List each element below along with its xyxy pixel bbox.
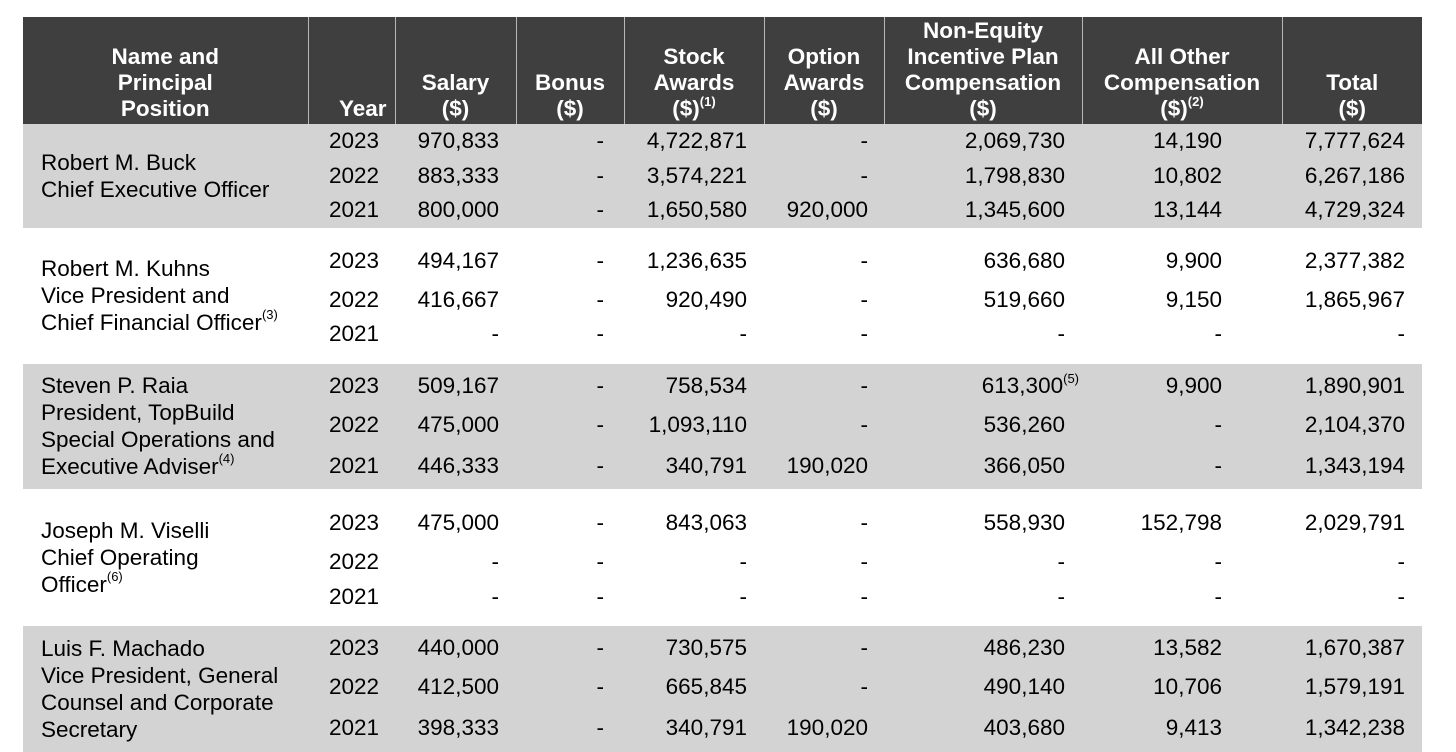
all-other-compensation-cell: 13,582: [1082, 626, 1282, 670]
compensation-table-container: [23, 17, 1422, 752]
all-other-compensation-cell: 10,802: [1082, 159, 1282, 194]
executive-name: Robert M. Kuhns: [41, 256, 210, 281]
all-other-compensation-cell: -: [1082, 408, 1282, 443]
bonus-cell: -: [516, 705, 624, 752]
bonus-cell: -: [596, 321, 604, 347]
non-equity-incentive-cell: 558,930: [983, 510, 1065, 535]
total-cell: -: [1397, 583, 1405, 609]
total-cell: 2,104,370: [1282, 408, 1422, 443]
total-cell: -: [1397, 321, 1405, 347]
bonus-cell: -: [516, 159, 624, 194]
stock-awards-cell: 758,534: [624, 364, 764, 408]
executive-name: Robert M. Buck: [41, 149, 197, 175]
total-cell: 7,777,624: [1282, 124, 1422, 159]
salary-cell: 398,333: [395, 705, 516, 752]
footnote-marker: (3): [261, 307, 278, 322]
non-equity-incentive-cell: 2,069,730: [884, 124, 1082, 159]
total-cell: 4,729,324: [1282, 193, 1422, 228]
stock-awards-cell: 1,093,110: [624, 408, 764, 443]
option-awards-cell: -: [764, 124, 884, 159]
year-cell: 2023: [308, 364, 395, 408]
total-cell: 1,865,967: [1304, 286, 1405, 312]
executive-name: Steven P. Raia: [41, 373, 189, 399]
group-separator: [23, 228, 1422, 240]
stock-awards-cell: -: [739, 321, 747, 347]
header-row: [23, 17, 1422, 124]
executive-name: Luis F. Machado: [41, 635, 205, 661]
all-other-compensation-cell: 14,190: [1082, 124, 1282, 159]
table-row: [23, 626, 1422, 670]
all-other-compensation-cell: 9,900: [1082, 364, 1282, 408]
table-row: [23, 364, 1422, 408]
non-equity-incentive-cell: 1,798,830: [884, 159, 1082, 194]
stock-awards-cell: 920,490: [665, 286, 747, 312]
footnote-marker: (4): [218, 451, 235, 467]
stock-awards-cell: 340,791: [624, 442, 764, 489]
stock-awards-cell: -: [739, 549, 747, 575]
executive-title-line: Officer: [41, 572, 107, 597]
stock-awards-cell: 1,236,635: [646, 248, 747, 273]
option-awards-cell: -: [860, 549, 868, 575]
bonus-cell: -: [516, 124, 624, 159]
year-cell: 2023: [328, 248, 379, 273]
bonus-cell: -: [596, 286, 604, 312]
footnote-marker: (2): [1187, 94, 1204, 109]
total-cell: 1,670,387: [1282, 626, 1422, 670]
summary-compensation-table: [23, 17, 1422, 752]
all-other-compensation-cell: 9,900: [1165, 248, 1222, 273]
salary-cell: -: [491, 321, 499, 347]
year-cell: 2021: [308, 442, 395, 489]
salary-cell: 440,000: [395, 626, 516, 670]
salary-cell: 800,000: [395, 193, 516, 228]
total-cell: 1,343,194: [1282, 442, 1422, 489]
year-cell: 2023: [308, 124, 395, 159]
stock-awards-cell: 665,845: [624, 670, 764, 705]
table-header: [23, 17, 1422, 124]
option-awards-cell: -: [860, 510, 868, 535]
salary-cell: 970,833: [395, 124, 516, 159]
total-cell: 1,342,238: [1282, 705, 1422, 752]
stock-awards-cell: 3,574,221: [624, 159, 764, 194]
bonus-cell: -: [516, 626, 624, 670]
footnote-marker: (5): [1063, 370, 1079, 386]
total-cell: -: [1397, 549, 1405, 575]
non-equity-incentive-cell: 613,300$^{(5)}$: [884, 364, 1082, 408]
header-total: Total ($): [1282, 17, 1422, 124]
group-separator: [23, 352, 1422, 364]
year-cell: 2022: [308, 159, 395, 194]
header-name-position: Name and Principal Position: [23, 17, 308, 124]
executive-name-position: [23, 124, 308, 228]
all-other-compensation-cell: 9,150: [1165, 286, 1222, 312]
executive-name-position: [23, 626, 308, 752]
bonus-cell: -: [596, 510, 604, 535]
total-cell: 6,267,186: [1282, 159, 1422, 194]
table-row: [23, 124, 1422, 159]
non-equity-incentive-cell: 490,140: [884, 670, 1082, 705]
bonus-cell: -: [516, 364, 624, 408]
header-year: Year: [308, 17, 395, 124]
year-cell: 2022: [308, 408, 395, 443]
option-awards-cell: -: [764, 626, 884, 670]
executive-title-line: Chief Financial Officer: [41, 310, 262, 335]
bonus-cell: -: [516, 193, 624, 228]
table-row: [23, 501, 1422, 545]
all-other-compensation-cell: -: [1214, 549, 1222, 575]
option-awards-cell: -: [860, 286, 868, 312]
option-awards-cell: 190,020: [764, 442, 884, 489]
salary-cell: 883,333: [395, 159, 516, 194]
stock-awards-cell: -: [739, 583, 747, 609]
executive-title-line: Counsel and Corporate: [41, 689, 274, 715]
group-separator: [23, 614, 1422, 626]
year-cell: 2021: [328, 321, 379, 347]
header-bonus: Bonus ($): [516, 17, 624, 124]
all-other-compensation-cell: 10,706: [1082, 670, 1282, 705]
option-awards-cell: -: [764, 408, 884, 443]
bonus-cell: -: [516, 670, 624, 705]
stock-awards-cell: 340,791: [624, 705, 764, 752]
non-equity-incentive-cell: 366,050: [884, 442, 1082, 489]
executive-name: Joseph M. Viselli: [41, 518, 210, 543]
year-cell: 2021: [308, 193, 395, 228]
executive-name-position: [23, 364, 308, 490]
bonus-cell: -: [596, 248, 604, 273]
total-cell: 1,890,901: [1282, 364, 1422, 408]
salary-cell: -: [491, 583, 499, 609]
stock-awards-cell: 843,063: [665, 510, 747, 535]
executive-title-line: Chief Operating: [41, 545, 199, 570]
non-equity-incentive-cell: 403,680: [884, 705, 1082, 752]
non-equity-incentive-cell: 636,680: [983, 248, 1065, 273]
executive-title-line: Vice President, General: [41, 662, 279, 688]
option-awards-cell: -: [764, 159, 884, 194]
non-equity-incentive-cell: 519,660: [983, 286, 1065, 312]
non-equity-incentive-cell: 486,230: [884, 626, 1082, 670]
header-all-other-compensation: All Other Compensation ($)$^{(2)}$: [1082, 17, 1282, 124]
non-equity-incentive-cell: 536,260: [884, 408, 1082, 443]
non-equity-incentive-cell: -: [1057, 583, 1065, 609]
executive-title-line: Executive Adviser: [41, 454, 219, 480]
stock-awards-cell: 730,575: [624, 626, 764, 670]
all-other-compensation-cell: 9,413: [1082, 705, 1282, 752]
year-cell: 2022: [308, 670, 395, 705]
year-cell: 2022: [328, 286, 379, 312]
executive-name-position: [23, 501, 308, 614]
executive-name-position: [23, 240, 308, 352]
total-cell: 2,377,382: [1304, 248, 1405, 273]
year-cell: 2023: [308, 626, 395, 670]
salary-cell: 494,167: [417, 248, 499, 273]
option-awards-cell: -: [860, 321, 868, 347]
header-stock-awards: Stock Awards ($)$^{(1)}$: [624, 17, 764, 124]
group-separator: [23, 489, 1422, 501]
footnote-marker: (1): [699, 94, 716, 109]
table-body: [23, 124, 1422, 752]
salary-cell: -: [491, 549, 499, 575]
salary-cell: 475,000: [417, 510, 499, 535]
salary-cell: 509,167: [395, 364, 516, 408]
executive-title-line: President, TopBuild: [41, 400, 235, 426]
header-non-equity-incentive: Non-Equity Incentive Plan Compensation ($): [884, 17, 1082, 124]
header-salary: Salary ($): [395, 17, 516, 124]
option-awards-cell: -: [764, 364, 884, 408]
header-option-awards: Option Awards ($): [764, 17, 884, 124]
year-cell: 2021: [308, 705, 395, 752]
executive-title-line: Special Operations and: [41, 427, 275, 453]
executive-title-line: Chief Executive Officer: [41, 176, 270, 202]
year-cell: 2022: [328, 549, 379, 575]
table-row: [23, 240, 1422, 283]
option-awards-cell: 920,000: [764, 193, 884, 228]
option-awards-cell: -: [860, 583, 868, 609]
salary-cell: 446,333: [395, 442, 516, 489]
salary-cell: 416,667: [417, 286, 499, 312]
all-other-compensation-cell: 152,798: [1140, 510, 1222, 535]
all-other-compensation-cell: -: [1214, 583, 1222, 609]
total-cell: 1,579,191: [1282, 670, 1422, 705]
bonus-cell: -: [516, 442, 624, 489]
option-awards-cell: 190,020: [764, 705, 884, 752]
year-cell: 2023: [328, 510, 379, 535]
year-cell: 2021: [328, 583, 379, 609]
total-cell: 2,029,791: [1304, 510, 1405, 535]
stock-awards-cell: 4,722,871: [624, 124, 764, 159]
salary-cell: 412,500: [395, 670, 516, 705]
non-equity-incentive-cell: 1,345,600: [884, 193, 1082, 228]
all-other-compensation-cell: -: [1082, 442, 1282, 489]
all-other-compensation-cell: 13,144: [1082, 193, 1282, 228]
option-awards-cell: -: [764, 670, 884, 705]
executive-title-line: Vice President and: [41, 283, 230, 308]
non-equity-incentive-cell: -: [1057, 321, 1065, 347]
non-equity-incentive-cell: -: [1057, 549, 1065, 575]
bonus-cell: -: [516, 408, 624, 443]
executive-title-line: Secretary: [41, 716, 138, 742]
option-awards-cell: -: [860, 248, 868, 273]
stock-awards-cell: 1,650,580: [624, 193, 764, 228]
salary-cell: 475,000: [395, 408, 516, 443]
footnote-marker: (6): [106, 569, 123, 584]
bonus-cell: -: [596, 549, 604, 575]
all-other-compensation-cell: -: [1214, 321, 1222, 347]
bonus-cell: -: [596, 583, 604, 609]
